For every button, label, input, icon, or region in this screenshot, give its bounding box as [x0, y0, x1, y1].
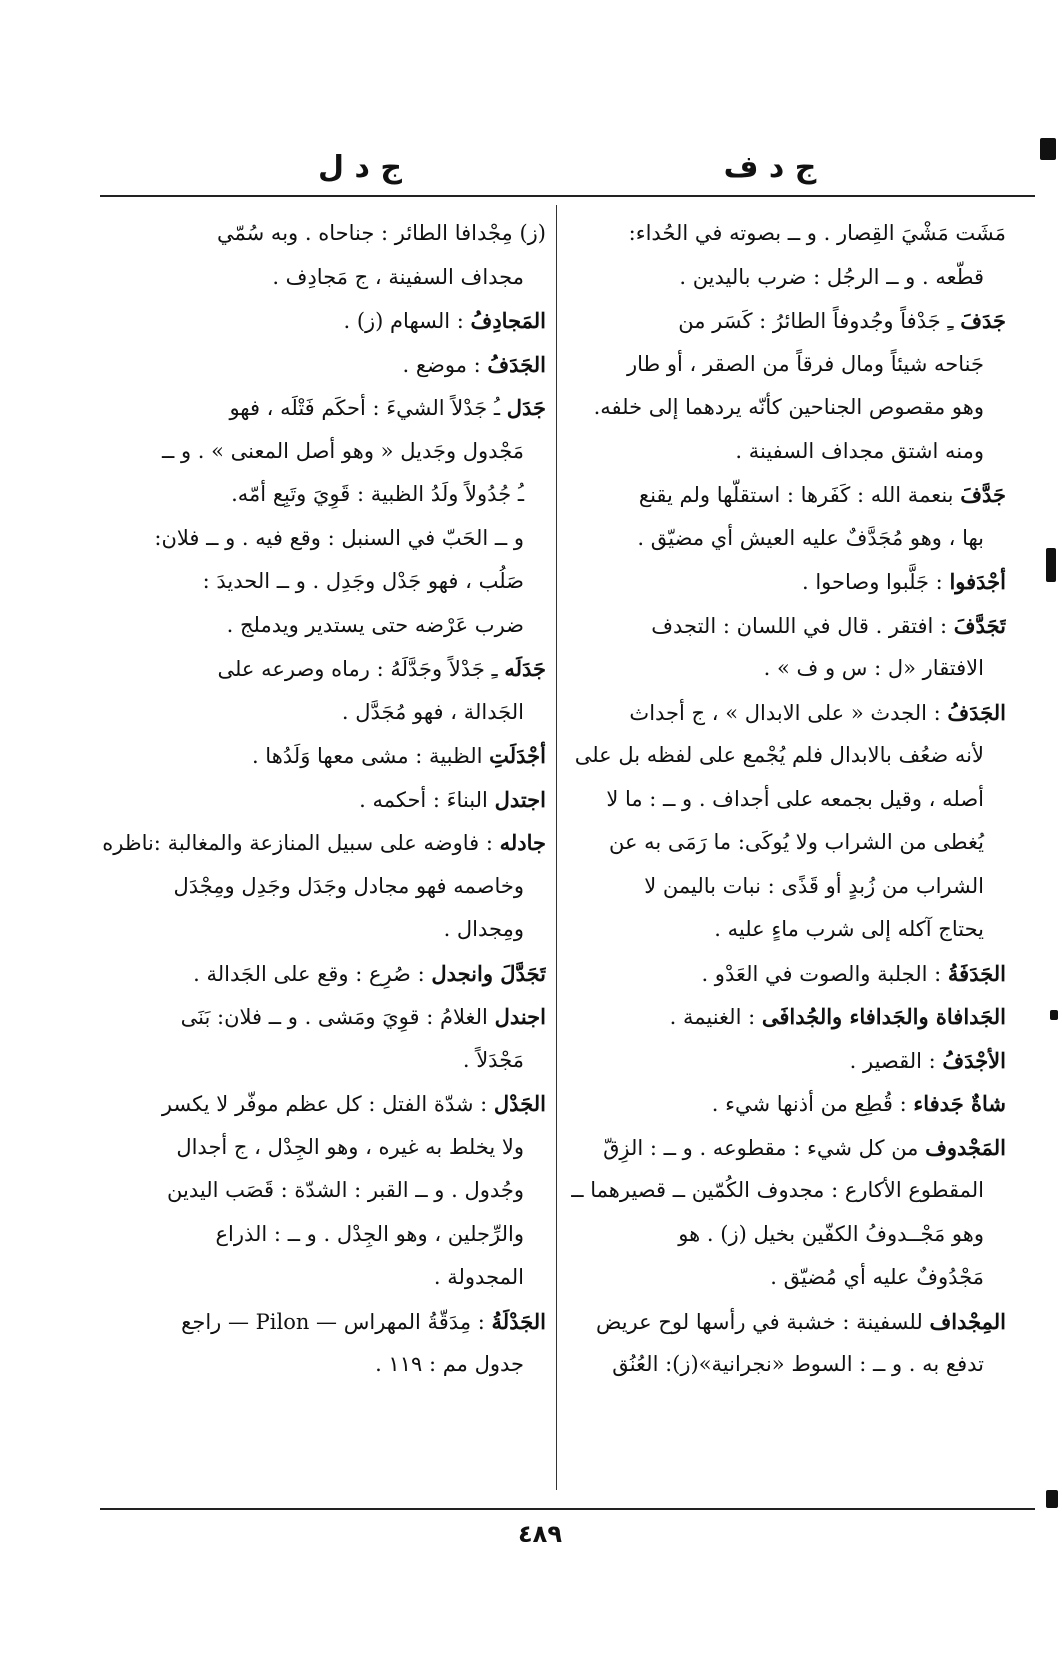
definition-text: : شدّة الفتل : كل عظم موفّر لا يكسر	[161, 1092, 488, 1116]
entry-line	[566, 517, 1006, 561]
scan-mark	[1040, 138, 1056, 160]
entry-line	[100, 1169, 546, 1213]
entry-line	[100, 430, 546, 474]
dictionary-entry	[566, 1082, 1006, 1126]
definition-text: الشراب من زُبدٍ أو قَذًى : نبات باليمن لا	[644, 873, 984, 898]
entry-first-line	[566, 952, 1006, 996]
headword: المَجْدوف	[925, 1134, 1006, 1160]
entry-first-line	[100, 734, 546, 778]
definition-text: : افتقر . قال في اللسان : التجدف	[651, 613, 948, 638]
scan-mark	[1050, 1010, 1058, 1020]
entry-first-line	[566, 1039, 1006, 1083]
entry-line	[100, 256, 546, 300]
left-column-header: ج د ل	[318, 150, 402, 185]
headword: الجَدْل	[493, 1091, 546, 1116]
dictionary-entry	[100, 995, 546, 1082]
headword: الجَدَفَةُ	[947, 960, 1006, 986]
entry-line	[100, 1039, 546, 1083]
definition-text: : القصير .	[849, 1048, 936, 1073]
definition-text: المقطوع الأكارع : مجدوف الكُمّين ــ قصيرهما ــ	[571, 1178, 984, 1202]
dictionary-entry	[100, 952, 546, 996]
definition-text: و ــ الحَبّ في السنبل : وقع فيه . و ــ فلان:	[154, 525, 524, 550]
dictionary-entry	[100, 647, 546, 734]
entry-line	[100, 517, 546, 561]
right-column-header: ج د ف	[723, 150, 817, 185]
headword: أجْدَفوا	[949, 569, 1006, 594]
entry-first-line	[566, 1082, 1006, 1126]
definition-text: ـِ جَدْفاً وجُدوفاً الطائرُ : كَسَر من	[678, 309, 954, 333]
headword: الجَدَفُ	[947, 699, 1006, 725]
entry-first-line	[566, 299, 1006, 343]
headword: الجَدْلَةُ	[491, 1308, 546, 1334]
headword: جَدَفَ	[960, 308, 1006, 333]
dictionary-entry	[100, 1082, 546, 1300]
dictionary-entry	[100, 343, 546, 387]
entry-line	[566, 908, 1006, 952]
headword: جَدَّفَ	[960, 482, 1006, 507]
dictionary-entry	[566, 560, 1006, 604]
dictionary-entry	[566, 299, 1006, 473]
entry-line	[566, 256, 1006, 300]
entry-line	[566, 865, 1006, 909]
headword: شاةٌ جَدفاء	[913, 1091, 1006, 1116]
definition-text: المجدولة .	[433, 1265, 524, 1289]
dictionary-entry	[566, 212, 1006, 299]
entry-first-line	[100, 1082, 546, 1126]
entry-line	[100, 691, 546, 735]
entry-line	[100, 560, 546, 604]
definition-text: : مِدَقّةُ المهراس — Pilon — راجع	[181, 1309, 485, 1334]
definition-text: بنعمة الله : كَفَرها : استقلّها ولم يقنع	[638, 483, 954, 507]
headword: الجَدَفُ	[487, 351, 546, 377]
entry-line	[100, 908, 546, 952]
entry-first-line	[566, 1300, 1006, 1344]
headword: الأجْدَفُ	[942, 1047, 1006, 1073]
headword: المِجْداف	[929, 1308, 1006, 1334]
definition-text: : جَلَّبوا وصاحوا .	[801, 570, 943, 594]
entry-first-line	[100, 778, 546, 822]
headword: المَجادِفُ	[470, 308, 546, 333]
right-column	[566, 212, 1006, 1387]
entry-first-line	[566, 473, 1006, 517]
entry-line	[100, 1213, 546, 1257]
page-number: ٤٨٩	[518, 1520, 562, 1548]
column-divider	[556, 205, 557, 1490]
definition-text: جَناحه شيئاً ومال فرقاً من الصقر ، أو طار	[626, 351, 984, 376]
definition-text: : فاوضه على سبيل المنازعة والمغالبة :ناظره	[102, 831, 493, 855]
entry-line	[566, 1343, 1006, 1387]
dictionary-entry	[566, 995, 1006, 1039]
entry-line	[100, 1343, 546, 1387]
definition-text: الظبية : مشى معها وَلَدُها .	[251, 744, 483, 768]
entry-first-line	[100, 212, 546, 256]
headword: اجتدل	[494, 786, 546, 812]
headword: أجْدَلَتِ	[489, 743, 546, 768]
definition-text: ومنه اشتق مجداف السفينة .	[735, 438, 984, 463]
entry-line	[566, 734, 1006, 778]
entry-first-line	[566, 560, 1006, 604]
entry-line	[100, 1256, 546, 1300]
entry-line	[566, 778, 1006, 822]
dictionary-entry	[100, 1300, 546, 1387]
headword: جَدَلَه	[504, 656, 546, 681]
definition-text: : السهام (ز) .	[343, 309, 464, 333]
definition-text: مَجْدَلاً .	[462, 1047, 524, 1072]
top-rule	[100, 195, 1035, 197]
entry-first-line	[566, 691, 1006, 735]
entry-line	[100, 604, 546, 648]
dictionary-entry	[100, 299, 546, 343]
definition-text: ضرب عَرْضه حتى يستدير ويدملج .	[226, 612, 524, 637]
definition-text: مَجْدُوفٌ عليه أي مُضيّق .	[770, 1265, 984, 1289]
definition-text: أصله ، وقيل بجمعه على أجداف . و ــ : ما لا	[606, 786, 984, 811]
dictionary-entry	[566, 952, 1006, 996]
definition-text: للسفينة : خشبة في رأسها لوح عريض	[595, 1309, 923, 1334]
definition-text: الجَدالة ، فهو مُجَدَّل .	[341, 699, 524, 724]
dictionary-entry	[100, 778, 546, 822]
definition-text: وهو مقصوص الجناحين كأنّه يردهما إلى خلفه.	[593, 395, 984, 419]
headword: تَجَدَّلَ وانجدل	[431, 960, 546, 986]
entry-first-line	[566, 604, 1006, 648]
definition-text: تدفع به . و ــ : السوط «نجرانية»(ز): العُنُق	[612, 1352, 984, 1376]
left-column	[100, 212, 546, 1387]
entry-line	[100, 473, 546, 517]
definition-text: وخاصمه فهو مجادل وجَدَل وجَدِل ومِجْدَل	[173, 873, 524, 898]
entry-line	[100, 865, 546, 909]
definition-text: : الغنيمة .	[669, 1005, 756, 1029]
definition-text: : صُرِع : وقع على الجَدالة .	[193, 961, 425, 986]
entry-line	[100, 1126, 546, 1170]
definition-text: وهو مَجْــدوفُ الكفّين بخيل (ز) . هو	[678, 1221, 984, 1246]
definition-text: البناءَ : أحكمه .	[359, 787, 488, 812]
definition-text: مَشَت مَشْيَ القِصار . و ــ بصوته في الحُداء:	[628, 221, 1006, 245]
entry-first-line	[566, 212, 1006, 256]
entry-first-line	[100, 952, 546, 996]
headword: اجندل	[494, 1004, 546, 1029]
dictionary-entry	[566, 1039, 1006, 1083]
definition-text: ـِ جَدْلاً وجَدَّلَهُ : رماه وصرعه على	[217, 657, 498, 681]
definition-text: مَجْدول وجَديل « وهو أصل المعنى » . و ــ	[162, 438, 524, 463]
scan-mark	[1046, 1490, 1058, 1508]
definition-text: والرِّجلين ، وهو الجِدْل . و ــ : الذراع	[215, 1221, 524, 1246]
headword: الجَدافاة والجَدافاء والجُدافَى	[761, 1004, 1006, 1029]
entry-line	[566, 430, 1006, 474]
headword: جَدَل	[506, 395, 546, 420]
dictionary-entry	[100, 821, 546, 952]
entry-first-line	[100, 647, 546, 691]
entry-first-line	[100, 299, 546, 343]
dictionary-entry	[566, 1300, 1006, 1387]
definition-text: ومِجدال .	[443, 917, 524, 941]
definition-text: : قُطِع من أذنها شيء .	[711, 1092, 907, 1116]
entry-line	[566, 821, 1006, 865]
entry-first-line	[100, 343, 546, 387]
headword: تَجَدَّفَ	[953, 612, 1006, 638]
definition-text: قطّعه . و ــ الرجُل : ضرب باليدين .	[679, 264, 984, 289]
definition-text: الافتقار «ل : س و ف » .	[763, 656, 984, 680]
dictionary-entry	[566, 1126, 1006, 1300]
definition-text: صَلُب ، فهو جَدْل وجَدِل . و ــ الحديدَ :	[202, 569, 524, 593]
definition-text: : موضع .	[402, 352, 481, 377]
dictionary-entry	[566, 473, 1006, 560]
entry-first-line	[566, 1126, 1006, 1170]
entry-line	[566, 1169, 1006, 1213]
dictionary-entry	[100, 386, 546, 647]
entry-first-line	[566, 995, 1006, 1039]
entry-line	[566, 386, 1006, 430]
definition-text: بها ، وهو مُجَدَّفٌ عليه العيش أي مضيّق .	[637, 525, 984, 550]
definition-text: وجُدول . و ــ القبر : الشدّة : قَصَب اليدين	[167, 1178, 524, 1202]
definition-text: الغلامُ : قوِيَ ومَشى . و ــ فلان: بَنَى	[180, 1005, 488, 1029]
dictionary-entry	[566, 604, 1006, 691]
entry-first-line	[100, 821, 546, 865]
definition-text: : الجدث « على الابدال » ، ج أجداث	[629, 700, 941, 725]
entry-first-line	[100, 995, 546, 1039]
entry-first-line	[100, 386, 546, 430]
definition-text: يحتاج آكله إلى شرب ماءٍ عليه .	[714, 917, 984, 941]
dictionary-entry	[566, 691, 1006, 952]
bottom-rule	[100, 1508, 1035, 1510]
definition-text: من كل شيء : مقطوعه . و ــ : الزِقّ	[603, 1135, 919, 1160]
definition-text: ولا يخلط به غيره ، وهو الجِدْل ، ج أجدال	[176, 1134, 524, 1159]
definition-text: جدول مم : ١١٩ .	[375, 1352, 524, 1376]
definition-text: يُغطى من الشراب ولا يُوكَى: ما رَمَى به عن	[608, 830, 984, 854]
dictionary-entry	[100, 734, 546, 778]
definition-text: ـُ جَدْلاً الشيءَ : أحكَم فَتْلَه ، فهو	[229, 396, 501, 420]
entry-line	[566, 1256, 1006, 1300]
definition-text: : الجلبة والصوت في العَدْو .	[701, 961, 942, 986]
entry-first-line	[100, 1300, 546, 1344]
definition-text: (ز) مِجْدافا الطائر : جناحاه . وبه سُمّي	[217, 221, 546, 245]
definition-text: لأنه ضعُف بالابدال فلم يُجْمع على لفظه بل على	[574, 743, 984, 767]
entry-line	[566, 1213, 1006, 1257]
definition-text: مجداف السفينة ، ج مَجادِف .	[272, 264, 524, 289]
definition-text: ـُ جُدُولاً ولَدُ الظبية : قَوِيَ وتَبِع أمّه.	[231, 482, 524, 506]
scan-mark	[1046, 548, 1056, 582]
entry-line	[566, 647, 1006, 691]
dictionary-entry	[100, 212, 546, 299]
headword: جادله	[499, 830, 546, 855]
entry-line	[566, 343, 1006, 387]
